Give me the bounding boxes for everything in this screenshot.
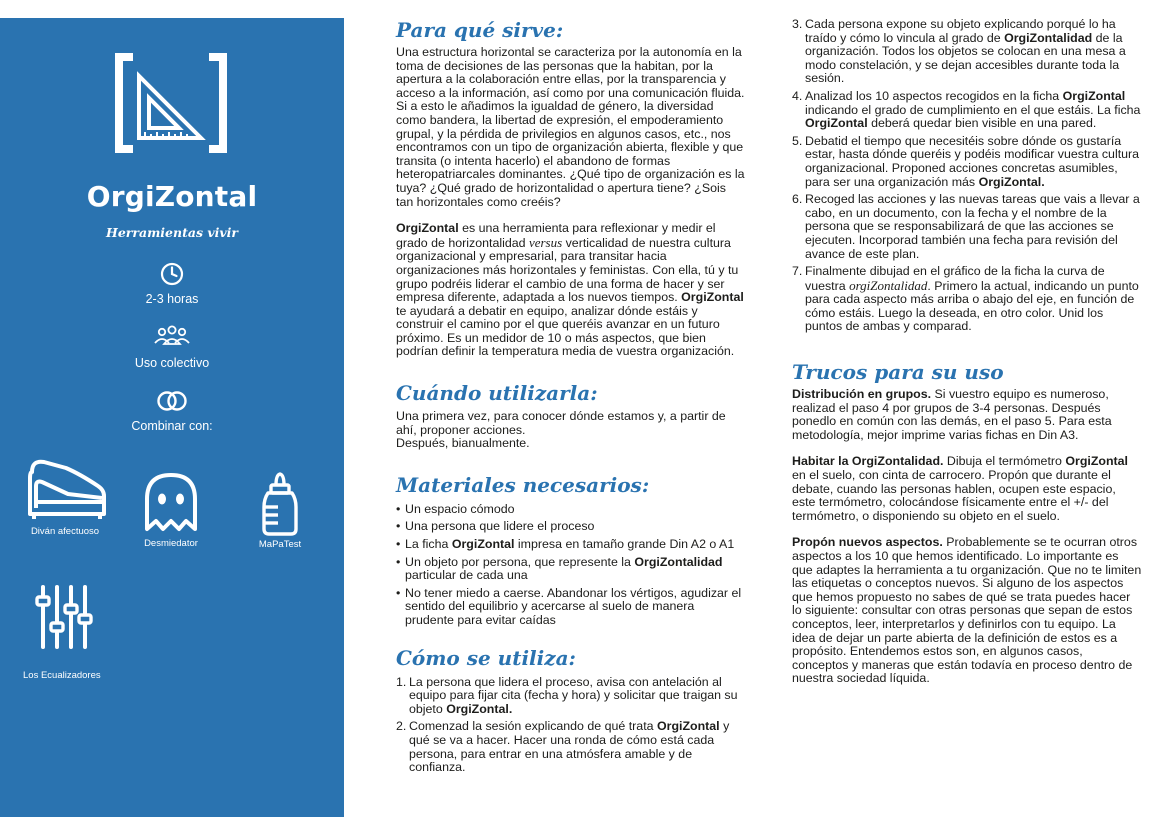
usage-label: Uso colectivo [134, 356, 210, 370]
tool-ecualizadores-label: Los Ecualizadores [23, 670, 101, 681]
tool-mapatest[interactable] [230, 471, 330, 550]
group-people-icon [153, 323, 191, 349]
tool-desmiedator[interactable] [121, 471, 221, 549]
clock-icon [159, 261, 185, 287]
tool-desmiedator-label: Desmiedator [144, 538, 198, 549]
list-item: • Una persona que lidere el proceso [396, 520, 746, 534]
section-trucos-heading: Trucos para su uso [792, 360, 1004, 385]
list-item: • Un objeto por persona, que represente la OrgiZontalidad particular de cada una [396, 556, 746, 583]
combine-label: Combinar con: [131, 419, 213, 433]
step-item: 4. Analizad los 10 aspectos recogidos en la ficha OrgiZontal indicando el grado de cumplimiento en el que estáis. La ficha OrgiZontal deberá quedar bien visible en una pared. [792, 88, 1141, 131]
section-para-que-heading: Para qué sirve: [396, 18, 564, 42]
section-como-heading: Cómo se utiliza: [396, 645, 576, 670]
truco-paragraph-2: Habitar la OrgiZontalidad. Dibuja el termómetro OrgiZontal en el suelo, con cinta de carrocero. Propón que durante el debate, cuando las personas hablen, ocupen este espacio, este termómetro, colocándose físicamente entre el +/- del termómetro, o disponiendo su objeto en el suelo. [792, 454, 1128, 523]
app-title: OrgiZontal [86, 180, 258, 213]
step-item: 6. Recoged las acciones y las nuevas tareas que vais a llevar a cabo, en un documento, con la fecha y el nombre de la persona que se responsabilizará de que las acciones se ejecuten. Incorporad también una fecha para revisión del avance de este plan. [792, 192, 1140, 261]
equalizer-icon [33, 583, 93, 651]
tool-divan-label: Diván afectuoso [30, 526, 100, 537]
set-square-logo-icon [115, 52, 227, 154]
sofa-icon [22, 452, 108, 522]
como-steps-list [396, 676, 746, 775]
tool-ecualizadores[interactable] [14, 583, 114, 681]
duration-label: 2-3 horas [145, 292, 199, 306]
tool-mapatest-label: MaPaTest [258, 539, 302, 550]
section-materiales-heading: Materiales necesarios: [396, 472, 650, 497]
step-item: 2. Comenzad la sesión explicando de qué trata OrgiZontal y qué se va a hacer. Hacer una ronda de cómo está cada persona, para entrar en una atmósfera amable y de confianza. [396, 719, 730, 775]
materiales-list [396, 503, 746, 628]
como-steps-list-continued [792, 18, 1142, 334]
truco-paragraph-1: Distribución en grupos. Si vuestro equipo es numeroso, realizad el paso 4 por grupos de 3-4 personas. Después ponedlo en común con las demás, en el paso 5. Para esta metodología, mejor imprime varias fichas en Din A3. [792, 387, 1112, 442]
step-item: 7. Finalmente dibujad en el gráfico de la ficha la curva de vuestra orgiZontalidad. Primero la actual, indicando un punto para cada aspecto más arriba o abajo del eje, en función de cómo estáis. Luego la deseada, en otro color. Unid los puntos de ambas y comparad. [792, 264, 1139, 334]
step-item: 3. Cada persona expone su objeto explicando porqué lo ha traído y cómo lo vincula al grado de OrgiZontalidad de la organización. Todos los objetos se colocan en una mesa a modo constelación, y se dejan accesibles durante toda la sesión. [792, 17, 1126, 86]
truco-paragraph-3: Propón nuevos aspectos. Probablemente se te ocurran otros aspectos a los 10 que hemos identificado. Lo importante es que adaptes la herramienta a tu organización. Que no te limiten las etiquetas o conceptos nuevos. Si alguno de los aspectos que hemos propuesto no sabes de qué se trata puedes hacer lo siguiente: consultar con otras personas que sepan de estos conceptos, leer, interpretarlos y definirlos con tu equipo. La idea de dejar un parte abierta de la definición de estos es a propósito. Entendemos estos son, en algunos casos, conceptos y maneras que están todavía en proceso dentro de nuestra sociedad líquida. [792, 535, 1142, 686]
ghost-icon [141, 471, 201, 533]
cuando-line-1: Una primera vez, para conocer dónde estamos y, a partir de ahí, proponer acciones. [396, 409, 726, 437]
para-que-paragraph-2: OrgiZontal es una herramienta para reflexionar y medir el grado de horizontalidad versus verticalidad de nuestra cultura organizacional y empresarial, para transitar hacia organizaciones más horizontales y feministas. Con ella, tú y tu grupo podréis liderar el cambio de una forma de hacer y ser empresa diferente, adaptada a los nuevos tiempos. OrgiZontal te ayudará a debatir en equipo, analizar dónde estáis y construir el camino por el que queréis avanzar en un futuro próximo. Es un medidor de 10 o más aspectos, que bien podrían definir la temperatura media de vuestra organización. [396, 221, 744, 359]
tool-sidebar [0, 18, 344, 817]
content-column-1 [396, 18, 746, 779]
para-que-paragraph-1: Una estructura horizontal se caracteriza por la autonomía en la toma de decisiones de las personas que la habitan, por la apertura a la colaboración entre ellas, por la transparencia y acceso a la información, así como por una comunicación fluida. Si a esto le añadimos la igualdad de género, la diversidad como bandera, la libertad de expresión, el empoderamiento grupal, y la pérdida de privilegios en algunos casos, etc., nos encontramos con un tipo de organización abierta, flexible y que transita (o intenta hacerlo) el abandono de formas heteropatriarcales dominantes. ¿Qué tipo de organización es la tuya? ¿Qué grado de horizontalidad o apertura tiene? ¿Sois tan horizontales como creéis? [396, 45, 745, 209]
section-cuando-heading: Cuándo utilizarla: [396, 381, 598, 406]
step-item: 5. Debatid el tiempo que necesitéis sobre dónde os gustaría estar, hasta dónde queréis y podéis modificar vuestra cultura organizacional. Proponed acciones concretas asumibles, para ser una organización más OrgiZontal. [792, 133, 1140, 189]
step-item: 1. La persona que lidera el proceso, avisa con antelación al equipo para fijar cita (fecha y hora) y solicitar que traigan su objeto OrgiZontal. [396, 674, 738, 716]
list-item: • No tener miedo a caerse. Abandonar los vértigos, agudizar el sentido del equilibrio y acercarse al suelo de manera prudente para evitar caídas [396, 587, 746, 628]
list-item: • La ficha OrgiZontal impresa en tamaño grande Din A2 o A1 [396, 538, 746, 552]
list-item: • Un espacio cómodo [396, 503, 746, 517]
tool-divan[interactable] [15, 452, 115, 537]
app-subtitle: Herramientas vivir [106, 225, 238, 240]
baby-bottle-icon [260, 471, 300, 537]
cuando-line-2: Después, bianualmente. [396, 436, 530, 451]
combine-circles-icon [156, 388, 188, 414]
content-column-2 [792, 18, 1142, 686]
